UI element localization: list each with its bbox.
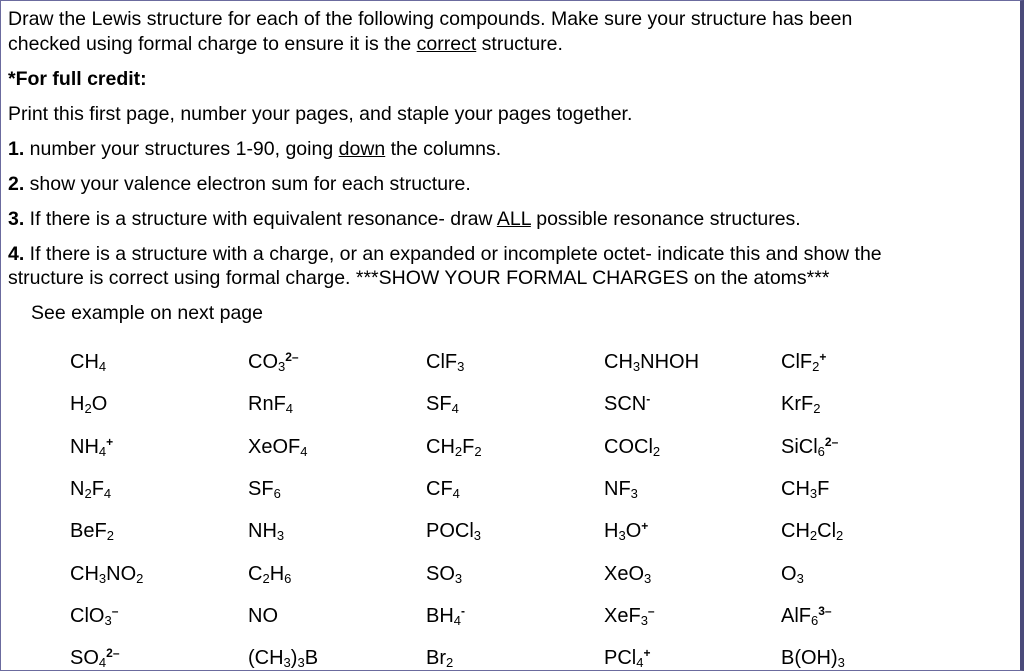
formula-text: PCl <box>604 647 637 670</box>
formula-text: CH <box>70 351 99 373</box>
formula-text: ClF <box>426 351 458 373</box>
formula-text: (CH <box>248 647 284 670</box>
formula-subscript: 2 <box>474 443 482 459</box>
formula-subscript: 2 <box>652 443 661 459</box>
formula-text: BeF <box>70 520 107 543</box>
formula-charge: - <box>646 392 651 407</box>
print-instruction: Print this first page, number your pages, and staple your pages together. <box>8 103 633 125</box>
compound-formula <box>70 604 118 628</box>
compound-formula <box>604 519 648 543</box>
compound-formula <box>781 604 832 628</box>
formula-text: ClO <box>70 604 105 627</box>
compound-formula <box>426 519 481 543</box>
formula-subscript: 4 <box>453 612 462 628</box>
formula-subscript: 2 <box>809 528 818 544</box>
formula-subscript: 3 <box>618 528 626 544</box>
formula-text: CO <box>248 351 278 373</box>
formula-charge: - <box>461 603 466 618</box>
formula-subscript: 3 <box>632 359 641 374</box>
formula-subscript: 4 <box>285 401 294 417</box>
formula-subscript: 2 <box>106 528 114 544</box>
rule-number: 4. <box>8 243 25 265</box>
compound-formula <box>70 562 143 586</box>
formula-subscript: 3 <box>473 528 482 544</box>
intro-line-1 <box>8 7 852 31</box>
formula-text: CH <box>781 520 810 543</box>
compound-formula <box>426 604 465 628</box>
formula-text: SF <box>426 393 452 416</box>
formula-subscript: 3 <box>454 570 463 586</box>
formula-text: H <box>269 562 285 585</box>
compound-formula <box>426 435 482 459</box>
formula-charge: + <box>819 350 827 364</box>
formula-subscript: 2 <box>813 401 821 417</box>
compound-formula <box>426 477 460 501</box>
formula-charge: – <box>647 603 655 618</box>
formula-text: C <box>248 562 263 585</box>
formula-text: Cl <box>817 520 837 543</box>
rule-text: If there is a structure with a charge, or an expanded or incomplete octet- indicate this and show the <box>24 243 882 265</box>
formula-charge: 2– <box>285 350 299 364</box>
formula-subscript: 3 <box>278 359 286 374</box>
formula-text: SO <box>70 647 99 670</box>
formula-subscript: 4 <box>98 655 107 671</box>
formula-subscript: 6 <box>811 612 819 628</box>
formula-subscript: 2 <box>812 359 820 374</box>
formula-text: SO <box>426 562 455 585</box>
intro-text-2-end: structure. <box>476 33 563 55</box>
formula-subscript: 2 <box>136 570 144 586</box>
formula-text: SiCl <box>781 435 818 458</box>
compound-formula <box>70 519 114 543</box>
formula-text: SF <box>248 477 274 500</box>
compound-formula <box>70 477 111 501</box>
rule-text-end: the columns. <box>385 138 502 160</box>
rule-underlined: down <box>338 138 386 160</box>
rule-text: show your valence electron sum for each structure. <box>24 173 471 195</box>
formula-text: O <box>781 562 797 585</box>
formula-subscript: 3 <box>98 570 107 586</box>
compound-formula <box>248 646 318 670</box>
formula-charge: – <box>111 603 119 618</box>
compound-formula <box>248 435 307 459</box>
compound-formula <box>604 604 655 628</box>
formula-text: F <box>462 435 475 458</box>
rule-3 <box>8 207 801 231</box>
compound-formula <box>426 646 453 670</box>
formula-subscript: 4 <box>452 485 460 501</box>
formula-subscript: 2 <box>836 528 844 544</box>
formula-charge: 3– <box>818 603 832 618</box>
rule-2 <box>8 172 471 196</box>
example-note: See example on next page <box>31 302 264 324</box>
formula-subscript: 2 <box>454 443 463 459</box>
formula-text: NH <box>70 435 99 458</box>
formula-text: F <box>91 477 104 500</box>
formula-subscript: 3 <box>457 359 465 374</box>
formula-subscript: 4 <box>636 655 644 671</box>
formula-text: O <box>91 393 108 416</box>
formula-text: CH <box>70 562 99 585</box>
formula-text: COCl <box>604 435 653 458</box>
compound-formula <box>781 519 843 543</box>
compound-formula <box>248 392 293 416</box>
formula-subscript: 6 <box>284 570 292 586</box>
formula-subscript: 4 <box>98 359 107 374</box>
compound-formula <box>70 646 120 670</box>
formula-subscript: 3 <box>276 528 285 544</box>
rule-1 <box>8 137 501 161</box>
compound-formula <box>426 392 459 416</box>
compound-formula <box>70 350 106 374</box>
formula-text: ClF <box>781 351 813 373</box>
compound-formula <box>426 562 462 586</box>
compound-formula <box>781 562 804 586</box>
credit-heading: *For full credit: <box>8 68 147 90</box>
formula-subscript: 4 <box>98 443 107 459</box>
compound-formula <box>604 392 650 416</box>
formula-subscript: 3 <box>809 485 818 501</box>
compound-formula <box>604 477 638 501</box>
formula-subscript: 3 <box>837 655 845 671</box>
compound-formula <box>248 562 291 586</box>
rule-number: 2. <box>8 173 25 195</box>
formula-subscript: 6 <box>273 485 281 501</box>
rule-4 <box>8 242 882 266</box>
formula-text: N <box>70 477 85 500</box>
formula-subscript: 2 <box>446 655 454 671</box>
formula-text: CF <box>426 477 453 500</box>
formula-charge: + <box>643 646 651 661</box>
formula-subscript: 6 <box>817 443 825 459</box>
formula-text: AlF <box>781 604 811 627</box>
formula-charge: + <box>641 519 649 534</box>
formula-text: XeOF <box>248 435 301 458</box>
formula-text: NF <box>604 477 631 500</box>
compound-formula <box>604 435 660 459</box>
formula-text: B(OH) <box>781 647 838 670</box>
formula-text: NHOH <box>640 351 700 373</box>
compound-formula <box>781 477 829 501</box>
formula-text: NO <box>248 604 278 627</box>
rule-number: 1. <box>8 138 25 160</box>
formula-subscript: 3 <box>630 485 638 501</box>
formula-text: ) <box>290 647 298 670</box>
compound-formula <box>70 392 107 416</box>
formula-subscript: 3 <box>283 655 291 671</box>
compound-formula <box>781 435 838 459</box>
formula-text: H <box>70 393 85 416</box>
formula-text: NO <box>106 562 137 585</box>
rule-text: If there is a structure with equivalent resonance- draw <box>24 208 497 230</box>
formula-subscript: 3 <box>104 612 112 628</box>
formula-text: RnF <box>248 393 286 416</box>
compound-formula <box>604 562 651 586</box>
formula-subscript: 4 <box>451 401 459 417</box>
rule-text-end: possible resonance structures. <box>530 208 801 230</box>
formula-subscript: 2 <box>262 570 270 586</box>
rule-text: number your structures 1-90, going <box>24 138 339 160</box>
compound-formula <box>604 350 699 374</box>
formula-subscript: 3 <box>644 570 652 586</box>
formula-subscript: 2 <box>84 485 92 501</box>
intro-text-2: checked using formal charge to ensure it is the <box>8 33 417 55</box>
compound-formula <box>70 435 113 459</box>
intro-line-2 <box>8 32 563 56</box>
rule-number: 3. <box>8 208 25 230</box>
formula-text: CH <box>781 477 810 500</box>
formula-text: Br <box>426 647 446 670</box>
formula-text: O <box>625 520 642 543</box>
compound-formula <box>248 477 281 501</box>
formula-text: H <box>604 520 619 543</box>
formula-subscript: 4 <box>103 485 112 501</box>
compound-formula <box>248 604 278 628</box>
formula-text: SCN <box>604 393 647 416</box>
formula-charge: 2– <box>824 434 839 449</box>
formula-charge: + <box>106 434 114 449</box>
compound-formula <box>781 646 845 670</box>
rule-underlined: ALL <box>496 208 531 230</box>
compound-formula <box>781 392 820 416</box>
formula-text: XeO <box>604 562 645 585</box>
formula-text: NH <box>248 520 277 543</box>
formula-text: CH <box>604 351 633 373</box>
formula-text: BH <box>426 604 454 627</box>
formula-subscript: 4 <box>300 443 308 459</box>
compound-formula <box>426 350 464 374</box>
formula-charge: 2– <box>106 646 120 661</box>
underlined-correct: correct <box>416 33 477 55</box>
intro-text-1: Draw the Lewis structure for each of the following compounds. Make sure your structure has been <box>8 8 853 30</box>
rule-4-continued: structure is correct using formal charge. ***SHOW YOUR FORMAL CHARGES on the atoms*** <box>8 267 830 289</box>
formula-subscript: 3 <box>640 612 648 628</box>
compound-formula <box>248 519 284 543</box>
compound-formula <box>248 350 299 374</box>
formula-text: F <box>817 477 830 500</box>
formula-text: B <box>304 647 319 670</box>
formula-text: CH <box>426 435 455 458</box>
compound-formula <box>781 350 826 374</box>
formula-text: KrF <box>781 393 814 416</box>
compound-formula <box>604 646 650 670</box>
formula-text: POCl <box>426 520 474 543</box>
formula-text: XeF <box>604 604 641 627</box>
formula-subscript: 3 <box>297 655 305 671</box>
formula-subscript: 2 <box>84 401 92 417</box>
formula-subscript: 3 <box>796 570 804 586</box>
